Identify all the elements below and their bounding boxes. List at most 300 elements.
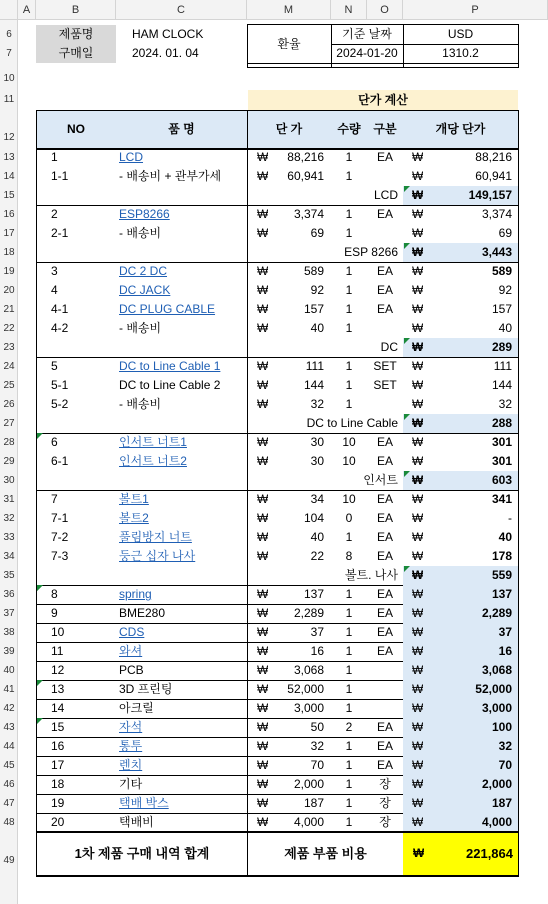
subtotal-label: DC: [380, 340, 398, 354]
quantity[interactable]: 1: [345, 663, 353, 677]
quantity[interactable]: 1: [345, 207, 353, 221]
unit-type[interactable]: [367, 319, 403, 338]
unit-price[interactable]: 37: [310, 625, 324, 639]
row-no: 5-2: [51, 397, 69, 411]
item-link[interactable]: 풀림방지 너트: [119, 530, 192, 544]
item-name: PCB: [119, 663, 144, 677]
row-header-38[interactable]: 38: [3, 627, 15, 638]
item-link[interactable]: 볼트2: [119, 511, 149, 525]
row-no: 1: [51, 150, 58, 164]
each-price-currency: ₩: [412, 435, 424, 449]
quantity[interactable]: 1: [345, 606, 353, 620]
row-no: 19: [51, 796, 65, 810]
unit-type[interactable]: EA: [376, 739, 393, 753]
unit-price-currency: ₩: [257, 397, 269, 411]
subtotal-label: 볼트. 나사: [344, 568, 398, 582]
quantity[interactable]: 0: [345, 511, 353, 525]
row-header-12[interactable]: 12: [3, 132, 15, 143]
unit-price-currency: ₩: [257, 435, 269, 449]
item-link[interactable]: 인서트 너트2: [119, 454, 187, 468]
unit-price-currency: ₩: [257, 701, 269, 715]
unit-price-currency: ₩: [257, 625, 269, 639]
quantity[interactable]: 1: [345, 739, 353, 753]
row-no: 16: [51, 739, 65, 753]
unit-type[interactable]: [367, 661, 403, 680]
unit-price[interactable]: 52,000: [287, 682, 324, 696]
each-price-currency: ₩: [412, 720, 424, 734]
each-price-currency: ₩: [412, 378, 424, 392]
unit-price[interactable]: 589: [303, 264, 324, 278]
unit-price[interactable]: 30: [310, 435, 324, 449]
unit-type[interactable]: EA: [376, 549, 393, 563]
unit-type[interactable]: SET: [373, 359, 397, 373]
item-link[interactable]: DC JACK: [119, 283, 171, 297]
column-header-c[interactable]: C: [116, 0, 247, 20]
row-header-26[interactable]: 26: [3, 399, 15, 410]
each-price-currency: ₩: [412, 302, 424, 316]
unit-price-currency: ₩: [257, 264, 269, 278]
subtotal-label: DC to Line Cable: [306, 416, 398, 430]
quantity[interactable]: 1: [345, 815, 353, 829]
unit-price[interactable]: 3,068: [293, 663, 324, 677]
unit-price[interactable]: 4,000: [293, 815, 324, 829]
each-price[interactable]: 2,000: [481, 777, 512, 791]
row-header-48[interactable]: 48: [3, 817, 15, 828]
header-unit: 구분: [373, 122, 397, 136]
table-header-row: [36, 110, 518, 148]
unit-price-currency: ₩: [257, 682, 269, 696]
each-price[interactable]: 301: [491, 454, 512, 468]
row-header-30[interactable]: 30: [3, 475, 15, 486]
item-link[interactable]: 자석: [119, 720, 143, 734]
item-name: 택배비: [119, 815, 154, 829]
unit-price[interactable]: 69: [310, 226, 324, 240]
each-price[interactable]: -: [508, 511, 512, 525]
column-header-m[interactable]: M: [247, 0, 331, 20]
unit-type[interactable]: EA: [376, 207, 393, 221]
unit-type[interactable]: EA: [376, 264, 393, 278]
row-header-16[interactable]: 16: [3, 209, 15, 220]
subtotal-label: ESP 8266: [344, 245, 398, 259]
item-name: BME280: [119, 606, 166, 620]
row-header-22[interactable]: 22: [3, 323, 15, 334]
item-link[interactable]: 택배 박스: [119, 796, 169, 810]
quantity[interactable]: 1: [345, 777, 353, 791]
row-no: 5-1: [51, 378, 69, 392]
unit-price[interactable]: 157: [303, 302, 324, 316]
subtotal-value[interactable]: 3,443: [481, 245, 512, 259]
unit-price-currency: ₩: [257, 359, 269, 373]
unit-type[interactable]: 장: [379, 777, 391, 791]
each-price-currency: ₩: [412, 739, 424, 753]
row-header-19[interactable]: 19: [3, 266, 15, 277]
base-date-value[interactable]: 2024-01-20: [336, 46, 398, 60]
unit-price-currency: ₩: [257, 720, 269, 734]
subtotal-currency: ₩: [412, 245, 424, 259]
quantity[interactable]: 10: [342, 454, 356, 468]
each-price[interactable]: 157: [491, 302, 512, 316]
unit-price[interactable]: 88,216: [287, 150, 324, 164]
unit-price[interactable]: 22: [310, 549, 324, 563]
unit-price-currency: ₩: [257, 777, 269, 791]
subtotal-value[interactable]: 559: [491, 568, 512, 582]
quantity[interactable]: 1: [345, 283, 353, 297]
each-price-currency: ₩: [412, 758, 424, 772]
quantity[interactable]: 1: [345, 264, 353, 278]
each-price[interactable]: 187: [491, 796, 512, 810]
each-price[interactable]: 100: [491, 720, 512, 734]
each-price[interactable]: 137: [491, 587, 512, 601]
unit-price[interactable]: 34: [310, 492, 324, 506]
each-price[interactable]: 52,000: [475, 682, 512, 696]
row-header-24[interactable]: 24: [3, 361, 15, 372]
unit-price[interactable]: 111: [305, 359, 324, 373]
each-price-currency: ₩: [412, 264, 424, 278]
unit-type[interactable]: [367, 680, 403, 699]
row-header-44[interactable]: 44: [3, 741, 15, 752]
unit-price-currency: ₩: [257, 207, 269, 221]
unit-price[interactable]: 16: [310, 644, 324, 658]
row-header-37[interactable]: 37: [3, 608, 15, 619]
each-price[interactable]: 144: [491, 378, 512, 392]
select-all-corner[interactable]: [0, 0, 18, 20]
item-name: - 배송비: [119, 226, 162, 240]
unit-price-currency: ₩: [257, 378, 269, 392]
each-price-currency: ₩: [412, 663, 424, 677]
item-link[interactable]: DC to Line Cable 1: [119, 359, 221, 373]
each-price[interactable]: 341: [491, 492, 512, 506]
row-header-6[interactable]: 6: [6, 29, 12, 40]
row-no: 13: [51, 682, 65, 696]
quantity[interactable]: 1: [345, 625, 353, 639]
each-price-currency: ₩: [412, 796, 424, 810]
unit-price[interactable]: 30: [310, 454, 324, 468]
row-header-47[interactable]: 47: [3, 798, 15, 809]
currency-code[interactable]: USD: [447, 27, 474, 41]
unit-type[interactable]: EA: [376, 530, 393, 544]
item-name: DC to Line Cable 2: [119, 378, 221, 392]
unit-price-currency: ₩: [257, 226, 269, 240]
each-price[interactable]: 589: [491, 264, 512, 278]
each-price[interactable]: 3,000: [481, 701, 512, 715]
unit-price[interactable]: 144: [303, 378, 324, 392]
each-price[interactable]: 40: [498, 530, 512, 544]
unit-price[interactable]: 60,941: [287, 169, 324, 183]
unit-type[interactable]: EA: [376, 644, 393, 658]
unit-price-currency: ₩: [257, 587, 269, 601]
row-header-32[interactable]: 32: [3, 513, 15, 524]
item-link[interactable]: 둥근 십자 나사: [119, 549, 196, 563]
unit-type[interactable]: EA: [376, 454, 393, 468]
each-price[interactable]: 40: [498, 321, 512, 335]
row-header-40[interactable]: 40: [3, 665, 15, 676]
unit-type[interactable]: SET: [373, 378, 397, 392]
subtotal-value[interactable]: 149,157: [468, 188, 512, 202]
row-header-35[interactable]: 35: [3, 570, 15, 581]
unit-price-currency: ₩: [257, 796, 269, 810]
each-price[interactable]: 37: [498, 625, 512, 639]
quantity[interactable]: 1: [345, 359, 353, 373]
grand-total-value: 221,864: [466, 846, 513, 861]
purchase-date-value[interactable]: 2024. 01. 04: [132, 46, 199, 60]
unit-price[interactable]: 104: [303, 511, 324, 525]
unit-type[interactable]: 장: [379, 796, 391, 810]
each-price[interactable]: 88,216: [475, 150, 512, 164]
unit-price[interactable]: 2,289: [293, 606, 324, 620]
header-no: NO: [67, 122, 85, 136]
row-header-13[interactable]: 13: [3, 152, 15, 163]
row-header-31[interactable]: 31: [3, 494, 15, 505]
each-price-currency: ₩: [412, 511, 424, 525]
subtotal-value[interactable]: 289: [491, 340, 512, 354]
unit-price-currency: ₩: [257, 663, 269, 677]
product-name-value[interactable]: HAM CLOCK: [132, 27, 204, 41]
unit-price[interactable]: 92: [310, 283, 324, 297]
row-header-33[interactable]: 33: [3, 532, 15, 543]
column-header-n[interactable]: N: [331, 0, 367, 20]
unit-type[interactable]: EA: [376, 492, 393, 506]
unit-price[interactable]: 137: [303, 587, 324, 601]
header-item: 품 명: [168, 122, 195, 136]
row-no: 2: [51, 207, 58, 221]
each-price-currency: ₩: [412, 397, 424, 411]
item-link[interactable]: 와셔: [119, 644, 143, 658]
item-link[interactable]: 렌치: [119, 758, 143, 772]
each-price-currency: ₩: [412, 701, 424, 715]
unit-type[interactable]: EA: [376, 435, 393, 449]
each-price[interactable]: 70: [498, 758, 512, 772]
row-no: 4: [51, 283, 58, 297]
item-link[interactable]: DC 2 DC: [119, 264, 168, 278]
row-header-17[interactable]: 17: [3, 228, 15, 239]
each-price[interactable]: 92: [498, 283, 512, 297]
row-header-23[interactable]: 23: [3, 342, 15, 353]
quantity[interactable]: 8: [345, 549, 353, 563]
row-header-27[interactable]: 27: [3, 418, 15, 429]
quantity[interactable]: 1: [345, 701, 353, 715]
row-no: 20: [51, 815, 65, 829]
unit-type[interactable]: [367, 699, 403, 718]
each-price-currency: ₩: [412, 169, 424, 183]
row-header-14[interactable]: 14: [3, 171, 15, 182]
row-no: 7: [51, 492, 58, 506]
grand-total-currency: ₩: [413, 846, 425, 860]
quantity[interactable]: 1: [345, 758, 353, 772]
row-header-25[interactable]: 25: [3, 380, 15, 391]
column-header-o[interactable]: O: [367, 0, 403, 20]
each-price[interactable]: 16: [498, 644, 512, 658]
unit-price[interactable]: 32: [310, 397, 324, 411]
item-link[interactable]: 볼트1: [119, 492, 149, 506]
item-name: 아크릴: [119, 701, 154, 715]
subtotal-label: LCD: [373, 188, 398, 202]
item-link[interactable]: LCD: [119, 150, 144, 164]
total-left-label: 1차 제품 구매 내역 합계: [74, 846, 210, 861]
product-name-label: 제품명: [36, 25, 116, 44]
quantity[interactable]: 1: [345, 644, 353, 658]
quantity[interactable]: 1: [345, 150, 353, 164]
each-price-currency: ₩: [412, 321, 424, 335]
quantity[interactable]: 1: [345, 682, 353, 696]
row-header-15[interactable]: 15: [3, 190, 15, 201]
quantity[interactable]: 10: [342, 492, 356, 506]
quantity[interactable]: 10: [342, 435, 356, 449]
item-link[interactable]: CDS: [119, 625, 145, 639]
unit-price-currency: ₩: [257, 492, 269, 506]
purchase-date-label: 구매일: [36, 44, 116, 63]
each-price[interactable]: 4,000: [481, 815, 512, 829]
unit-type[interactable]: [367, 167, 403, 186]
unit-type[interactable]: EA: [376, 625, 393, 639]
unit-type[interactable]: EA: [376, 587, 393, 601]
unit-type[interactable]: [367, 224, 403, 243]
unit-price-currency: ₩: [257, 169, 269, 183]
quantity[interactable]: 1: [345, 226, 353, 240]
item-link[interactable]: DC PLUG CABLE: [119, 302, 216, 316]
unit-type[interactable]: EA: [376, 302, 393, 316]
quantity[interactable]: 1: [345, 397, 353, 411]
each-price[interactable]: 3,374: [481, 207, 512, 221]
each-price-currency: ₩: [412, 777, 424, 791]
row-header-10[interactable]: 10: [3, 73, 15, 84]
row-no: 3: [51, 264, 58, 278]
row-header-42[interactable]: 42: [3, 703, 15, 714]
row-header-20[interactable]: 20: [3, 285, 15, 296]
item-name: - 배송비: [119, 321, 162, 335]
quantity[interactable]: 1: [345, 378, 353, 392]
each-price[interactable]: 2,289: [481, 606, 512, 620]
unit-price[interactable]: 2,000: [293, 777, 324, 791]
exchange-rate-label: 환율: [277, 37, 301, 51]
price-calc-title: 단가 계산: [248, 90, 518, 110]
exchange-rate-value[interactable]: 1310.2: [442, 46, 479, 60]
each-price-currency: ₩: [412, 606, 424, 620]
row-header-29[interactable]: 29: [3, 456, 15, 467]
unit-price-currency: ₩: [257, 815, 269, 829]
each-price[interactable]: 178: [491, 549, 512, 563]
each-price-currency: ₩: [412, 644, 424, 658]
row-no: 17: [51, 758, 65, 772]
quantity[interactable]: 1: [345, 530, 353, 544]
row-header-11[interactable]: 11: [3, 94, 15, 105]
row-header-21[interactable]: 21: [3, 304, 15, 315]
unit-price-currency: ₩: [257, 758, 269, 772]
each-price-currency: ₩: [412, 815, 424, 829]
quantity[interactable]: 1: [345, 587, 353, 601]
unit-type[interactable]: 장: [379, 815, 391, 829]
row-no: 15: [51, 720, 65, 734]
subtotal-value[interactable]: 603: [491, 473, 512, 487]
subtotal-currency: ₩: [412, 473, 424, 487]
header-qty: 수량: [337, 122, 361, 136]
row-header-49[interactable]: 49: [3, 855, 15, 866]
row-header-36[interactable]: 36: [3, 589, 15, 600]
quantity[interactable]: 2: [345, 720, 353, 734]
subtotal-currency: ₩: [412, 568, 424, 582]
each-price[interactable]: 32: [498, 739, 512, 753]
header-unit-price: 단 가: [275, 122, 303, 136]
quantity[interactable]: 1: [345, 321, 353, 335]
row-header-41[interactable]: 41: [3, 684, 15, 695]
quantity[interactable]: 1: [345, 302, 353, 316]
each-price[interactable]: 301: [491, 435, 512, 449]
unit-price-currency: ₩: [257, 739, 269, 753]
unit-price-currency: ₩: [257, 530, 269, 544]
row-header-7[interactable]: 7: [6, 48, 12, 59]
item-link[interactable]: 통투: [119, 739, 143, 753]
row-no: 4-1: [51, 302, 69, 316]
each-price-currency: ₩: [412, 587, 424, 601]
row-no: 1-1: [51, 169, 69, 183]
row-header-39[interactable]: 39: [3, 646, 15, 657]
row-no: 10: [51, 625, 65, 639]
unit-price[interactable]: 40: [310, 321, 324, 335]
each-price[interactable]: 111: [493, 359, 512, 373]
unit-type[interactable]: EA: [376, 606, 393, 620]
unit-type[interactable]: [367, 395, 403, 414]
unit-price-currency: ₩: [257, 283, 269, 297]
item-name: - 배송비 + 관부가세: [119, 169, 222, 183]
row-header-bar: [0, 20, 18, 904]
subtotal-currency: ₩: [412, 340, 424, 354]
each-price-currency: ₩: [412, 492, 424, 506]
column-header-p[interactable]: P: [403, 0, 548, 20]
unit-price-currency: ₩: [257, 454, 269, 468]
each-price[interactable]: 3,068: [481, 663, 512, 677]
item-link[interactable]: spring: [119, 587, 152, 601]
unit-price[interactable]: 3,374: [293, 207, 324, 221]
column-header-b[interactable]: B: [36, 0, 116, 20]
row-header-43[interactable]: 43: [3, 722, 15, 733]
each-price-currency: ₩: [412, 150, 424, 164]
unit-price[interactable]: 32: [310, 739, 324, 753]
row-header-45[interactable]: 45: [3, 760, 15, 771]
unit-price-currency: ₩: [257, 606, 269, 620]
row-header-34[interactable]: 34: [3, 551, 15, 562]
item-link[interactable]: 인서트 너트1: [119, 435, 187, 449]
unit-price[interactable]: 187: [303, 796, 324, 810]
subtotal-value[interactable]: 288: [491, 416, 512, 430]
item-link[interactable]: ESP8266: [119, 207, 170, 221]
each-price-currency: ₩: [412, 283, 424, 297]
unit-type[interactable]: EA: [376, 150, 393, 164]
column-header-a[interactable]: A: [18, 0, 36, 20]
unit-price-currency: ₩: [257, 644, 269, 658]
unit-price[interactable]: 3,000: [293, 701, 324, 715]
each-price[interactable]: 69: [498, 226, 512, 240]
each-price-currency: ₩: [412, 226, 424, 240]
row-no: 4-2: [51, 321, 69, 335]
row-header-28[interactable]: 28: [3, 437, 15, 448]
quantity[interactable]: 1: [345, 169, 353, 183]
each-price[interactable]: 60,941: [475, 169, 512, 183]
unit-type[interactable]: EA: [376, 720, 393, 734]
row-header-46[interactable]: 46: [3, 779, 15, 790]
grand-total-cell[interactable]: [403, 832, 518, 875]
unit-price[interactable]: 70: [310, 758, 324, 772]
row-no: 8: [51, 587, 58, 601]
unit-price-currency: ₩: [257, 302, 269, 316]
unit-price[interactable]: 50: [310, 720, 324, 734]
quantity[interactable]: 1: [345, 796, 353, 810]
unit-type[interactable]: EA: [376, 283, 393, 297]
each-price[interactable]: 32: [498, 397, 512, 411]
row-header-18[interactable]: 18: [3, 247, 15, 258]
unit-type[interactable]: EA: [376, 758, 393, 772]
each-price-currency: ₩: [412, 682, 424, 696]
unit-type[interactable]: EA: [376, 511, 393, 525]
unit-price[interactable]: 40: [310, 530, 324, 544]
